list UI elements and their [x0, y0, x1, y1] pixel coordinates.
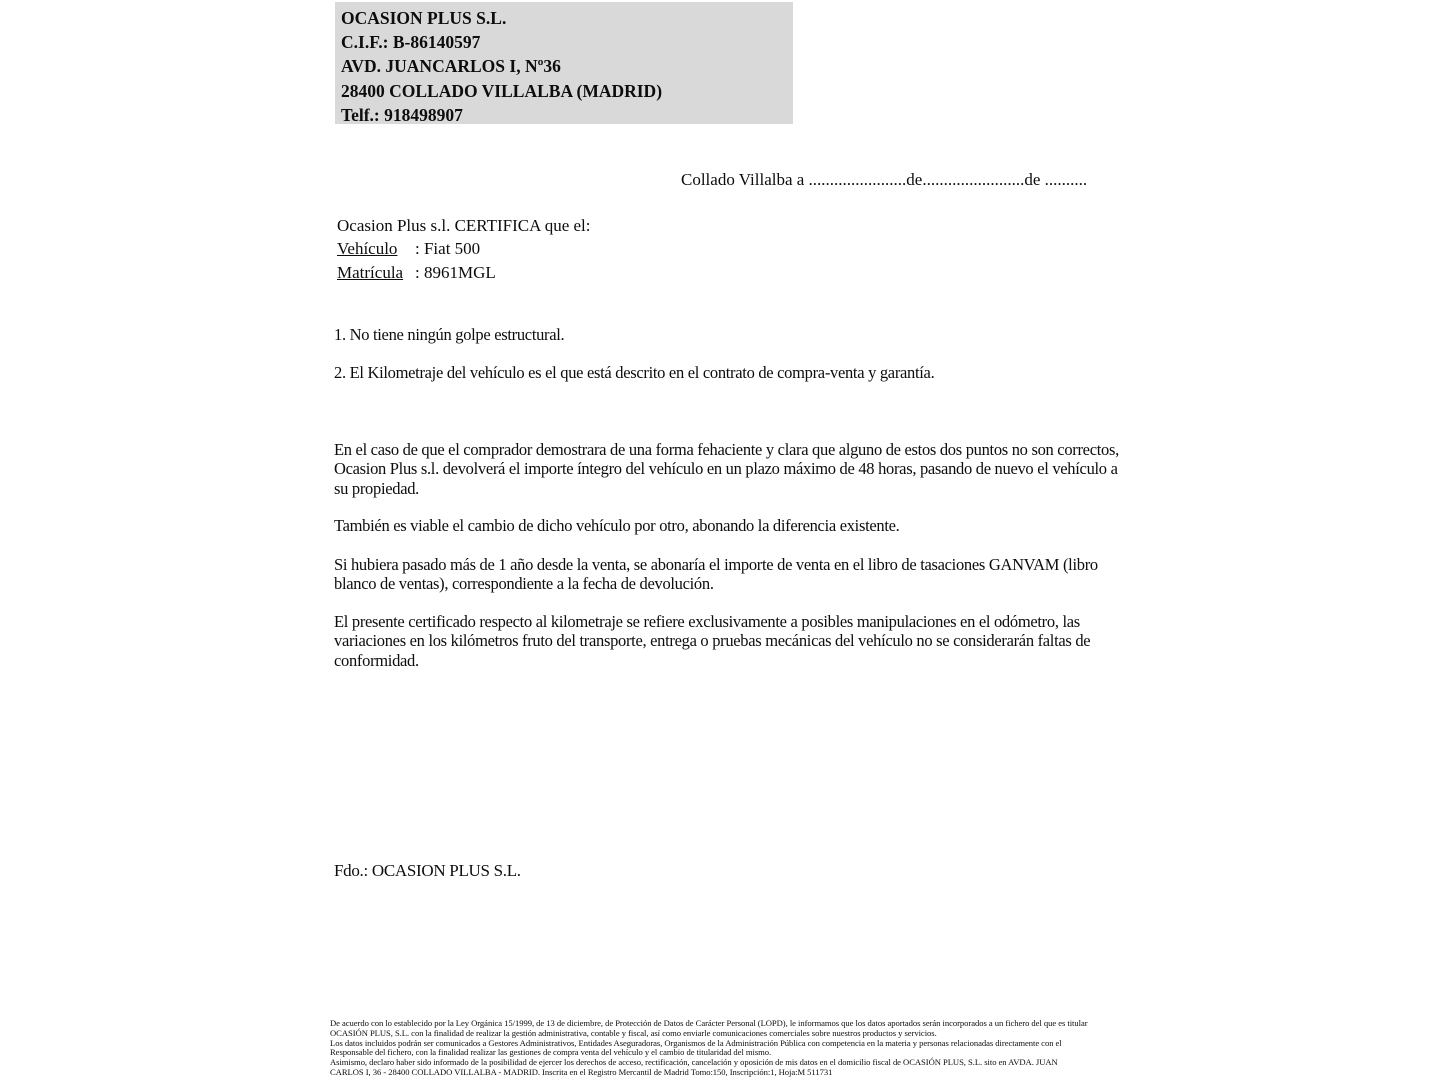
- company-address: AVD. JUANCARLOS I, Nº36: [341, 56, 561, 77]
- plate-row: [337, 263, 496, 283]
- legal-line: OCASIÓN PLUS, S.L. con la finalidad de realizar la gestión administrativa, contable y fiscal, así como enviarle comunicaciones comerciales sobre nuestros productos y servicios.: [330, 1027, 937, 1038]
- company-phone: Telf.: 918498907: [341, 104, 463, 125]
- company-name: OCASION PLUS S.L.: [341, 8, 507, 28]
- legal-line: De acuerdo con lo establecido por la Ley Orgánica 15/1999, de 13 de diciembre, de Protección de Datos de Carácter Personal (LOPD), le informamos que los datos aportados serán incorporados a un fichero del que es titular: [330, 1018, 1088, 1028]
- paragraph-odometer-clause: El presente certificado respecto al kilometraje se refiere exclusivamente a posibles manipulaciones en el odómetro, las variaciones en los kilómetros fruto del transporte, entrega o pruebas mecánicas del vehículo no se considerarán faltas de conformidad.: [334, 612, 1091, 670]
- plate-value: : 8961MGL: [415, 263, 496, 282]
- legal-line: Responsable del fichero, con la finalidad realizar las gestiones de compra venta del vehículo y el cambio de titularidad del mismo.: [330, 1047, 772, 1058]
- legal-line: Los datos incluidos podrán ser comunicados a Gestores Administrativos, Entidades Aseguradoras, Organismos de la Administración Pública con competencia en la materia y personas relacionadas directamente con el: [330, 1037, 1062, 1048]
- company-header-box: [335, 2, 793, 124]
- paragraph-refund-clause: En el caso de que el comprador demostrara de una forma fehaciente y clara que alguno de estos dos puntos no son correctos, Ocasion Plus s.l. devolverá el importe íntegro del vehículo en un plazo máximo de 48 horas, pasando de nuevo el vehículo a su propiedad.: [334, 440, 1119, 498]
- paragraph-exchange-clause: También es viable el cambio de dicho vehículo por otro, abonando la diferencia existente.: [334, 516, 900, 535]
- plate-label: Matrícula: [337, 263, 404, 282]
- signature-line: Fdo.: OCASION PLUS S.L.: [334, 861, 521, 880]
- legal-line: Asimismo, declaro haber sido informado de la posibilidad de ejercer los derechos de acceso, rectificación, cancelación y oposición de mis datos en el domicilio fiscal de OCASIÓN PLUS, S.L. sito en AVDA. JUAN: [330, 1057, 1058, 1068]
- vehicle-label: Vehículo: [337, 239, 398, 258]
- paragraph-ganvam-clause: Si hubiera pasado más de 1 año desde la venta, se abonaría el importe de venta en el libro de tasaciones GANVAM (libro blanco de ventas), correspondiente a la fecha de devolución.: [334, 555, 1098, 594]
- company-cif: C.I.F.: B-86140597: [341, 32, 481, 53]
- company-city: 28400 COLLADO VILLALBA (MADRID): [341, 80, 663, 101]
- vehicle-row: [337, 239, 480, 259]
- date-fill-in-line: Collado Villalba a .......................de........................de ..........: [681, 170, 1088, 189]
- certified-point-2: 2. El Kilometraje del vehículo es el que está descrito en el contrato de compra-venta y garantía.: [334, 363, 935, 382]
- legal-line: CARLOS I, 36 - 28400 COLLADO VILLALBA - MADRID. Inscrita en el Registro Mercantil de Madrid Tomo:150, Inscripción:1, Hoja:M 511731: [330, 1066, 833, 1077]
- certification-intro: Ocasion Plus s.l. CERTIFICA que el:: [337, 216, 591, 235]
- legal-footer: [330, 1019, 1120, 1078]
- certified-point-1: 1. No tiene ningún golpe estructural.: [334, 325, 565, 344]
- vehicle-value: : Fiat 500: [415, 239, 481, 258]
